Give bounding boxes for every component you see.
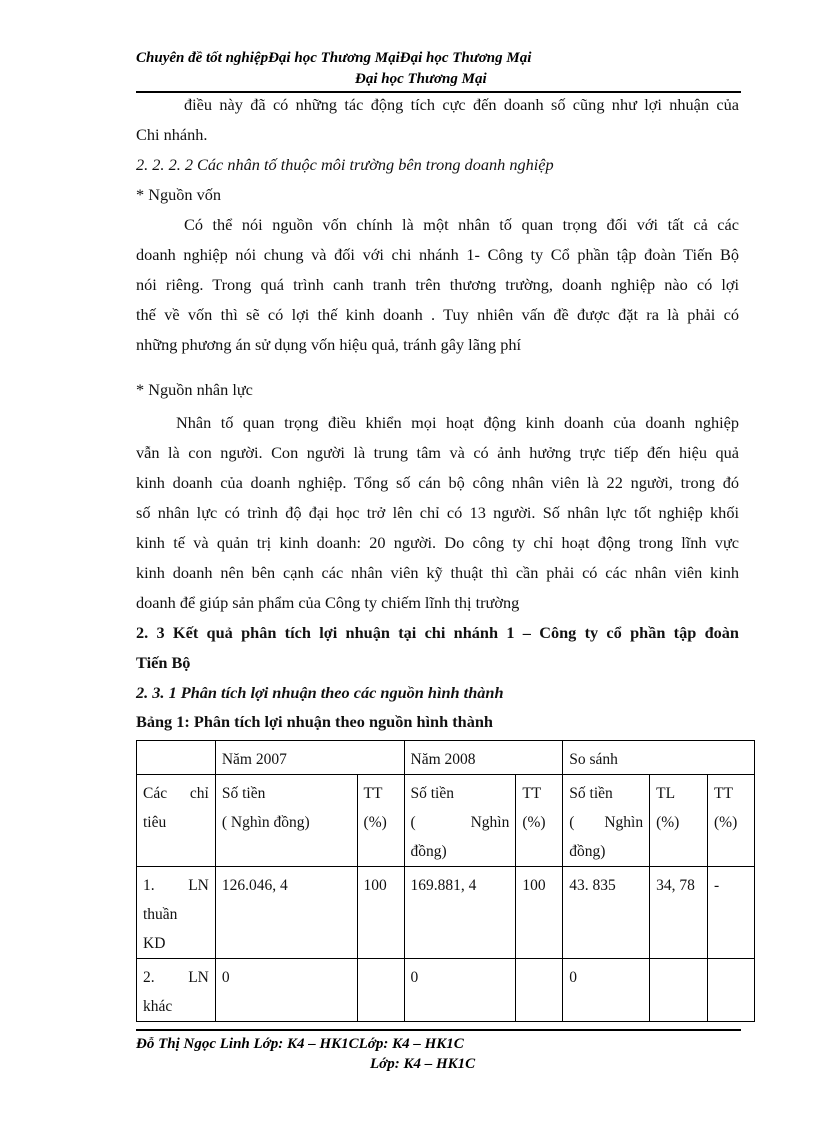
table-cell (650, 959, 708, 1022)
paragraph-line: kinh doanh nên bên cạnh các nhân viên kỹ thuật thì cần phải có các nhân viên kinh (136, 563, 739, 582)
table-cell: 126.046, 4 (215, 867, 357, 959)
table-header-row (137, 741, 755, 775)
table-cell: 100 (516, 867, 563, 959)
paragraph-line: Có thể nói nguồn vốn chính là một nhân tố quan trọng đối với tất cả các (184, 215, 739, 234)
paragraph-line: Nhân tố quan trọng điều khiển mọi hoạt động kinh doanh của doanh nghiệp (176, 413, 739, 432)
table-row (137, 867, 755, 959)
table-header-year-2007: Năm 2007 (215, 741, 404, 775)
footer-rule (136, 1029, 741, 1031)
profit-analysis-table (136, 740, 755, 1022)
table-header-amount-compare: Số tiền ( Nghìn đồng) (563, 775, 650, 867)
table-row-label: 2. LN khác (137, 959, 216, 1022)
paragraph-line: nói riêng. Trong quá trình canh tranh trên thương trường, doanh nghiệp nào có lợi (136, 275, 739, 294)
table-cell: 34, 78 (650, 867, 708, 959)
section-heading-2-2-2-2: 2. 2. 2. 2 Các nhân tố thuộc môi trường bên trong doanh nghiệp (136, 155, 554, 174)
table-cell: - (708, 867, 755, 959)
paragraph-line: Chi nhánh. (136, 125, 208, 144)
table-header-row (137, 775, 755, 867)
table-cell (137, 741, 216, 775)
paragraph-line: thế về vốn thì sẽ có lợi thế kinh doanh . Tuy nhiên vấn đề được đặt ra là phải có (136, 305, 739, 324)
table-cell: 0 (404, 959, 516, 1022)
table-cell (357, 959, 404, 1022)
section-heading-2-3-cont: Tiến Bộ (136, 653, 191, 672)
paragraph-line: vẫn là con người. Con người là trung tâm và có ảnh hưởng trực tiếp đến hiệu quả (136, 443, 739, 462)
page-footer-line-2: Lớp: K4 – HK1C (370, 1056, 476, 1072)
subheading-nguon-von: * Nguồn vốn (136, 185, 222, 204)
paragraph-line: những phương án sử dụng vốn hiệu quả, tránh gây lãng phí (136, 335, 522, 354)
page-header-line-2: Đại học Thương Mại (355, 71, 487, 87)
page-header-line-1: Chuyên đề tốt nghiệpĐại học Thương MạiĐại học Thương Mại (136, 50, 532, 66)
table-row (137, 959, 755, 1022)
subheading-nguon-nhan-luc: * Nguồn nhân lực (136, 380, 253, 399)
page-footer-line-1: Đỗ Thị Ngọc Linh Lớp: K4 – HK1CLớp: K4 – HK1C (136, 1036, 464, 1052)
table-row-label: 1. LN thuần KD (137, 867, 216, 959)
table-header-tt-2008: TT (%) (516, 775, 563, 867)
paragraph-line: doanh để giúp sản phẩm của Công ty chiếm lĩnh thị trường (136, 593, 520, 612)
paragraph-line: kinh tế và quản trị kinh doanh: 20 người. Do công ty chỉ hoạt động trong lĩnh vực (136, 533, 739, 552)
table-header-amount-2008: Số tiền ( Nghìn đồng) (404, 775, 516, 867)
table-cell: 169.881, 4 (404, 867, 516, 959)
table-cell: 43. 835 (563, 867, 650, 959)
table-cell: 0 (215, 959, 357, 1022)
table-header-indicator: Các chỉ tiêu (137, 775, 216, 867)
section-heading-2-3: 2. 3 Kết quả phân tích lợi nhuận tại chi nhánh 1 – Công ty cổ phần tập đoàn (136, 623, 739, 642)
table-cell (708, 959, 755, 1022)
table-header-compare: So sánh (563, 741, 755, 775)
table-cell: 0 (563, 959, 650, 1022)
table-caption: Bảng 1: Phân tích lợi nhuận theo nguồn hình thành (136, 712, 493, 731)
paragraph-line: điều này đã có những tác động tích cực đến doanh số cũng như lợi nhuận của (184, 95, 739, 114)
paragraph-line: kinh doanh của doanh nghiệp. Tổng số cán bộ công nhân viên là 22 người, trong đó (136, 473, 739, 492)
table-header-year-2008: Năm 2008 (404, 741, 563, 775)
table-cell (516, 959, 563, 1022)
table-header-tt-2007: TT (%) (357, 775, 404, 867)
paragraph-line: doanh nghiệp nói chung và đối với chi nhánh 1- Công ty Cổ phần tập đoàn Tiến Bộ (136, 245, 739, 264)
table-header-tt-compare: TT (%) (708, 775, 755, 867)
header-rule (136, 91, 741, 93)
section-heading-2-3-1: 2. 3. 1 Phân tích lợi nhuận theo các nguồn hình thành (136, 683, 504, 702)
paragraph-line: số nhân lực có trình độ đại học trở lên chỉ có 13 người. Số nhân lực tốt nghiệp khối (136, 503, 739, 522)
table-cell: 100 (357, 867, 404, 959)
table-header-amount-2007: Số tiền ( Nghìn đồng) (215, 775, 357, 867)
table-header-tl: TL (%) (650, 775, 708, 867)
